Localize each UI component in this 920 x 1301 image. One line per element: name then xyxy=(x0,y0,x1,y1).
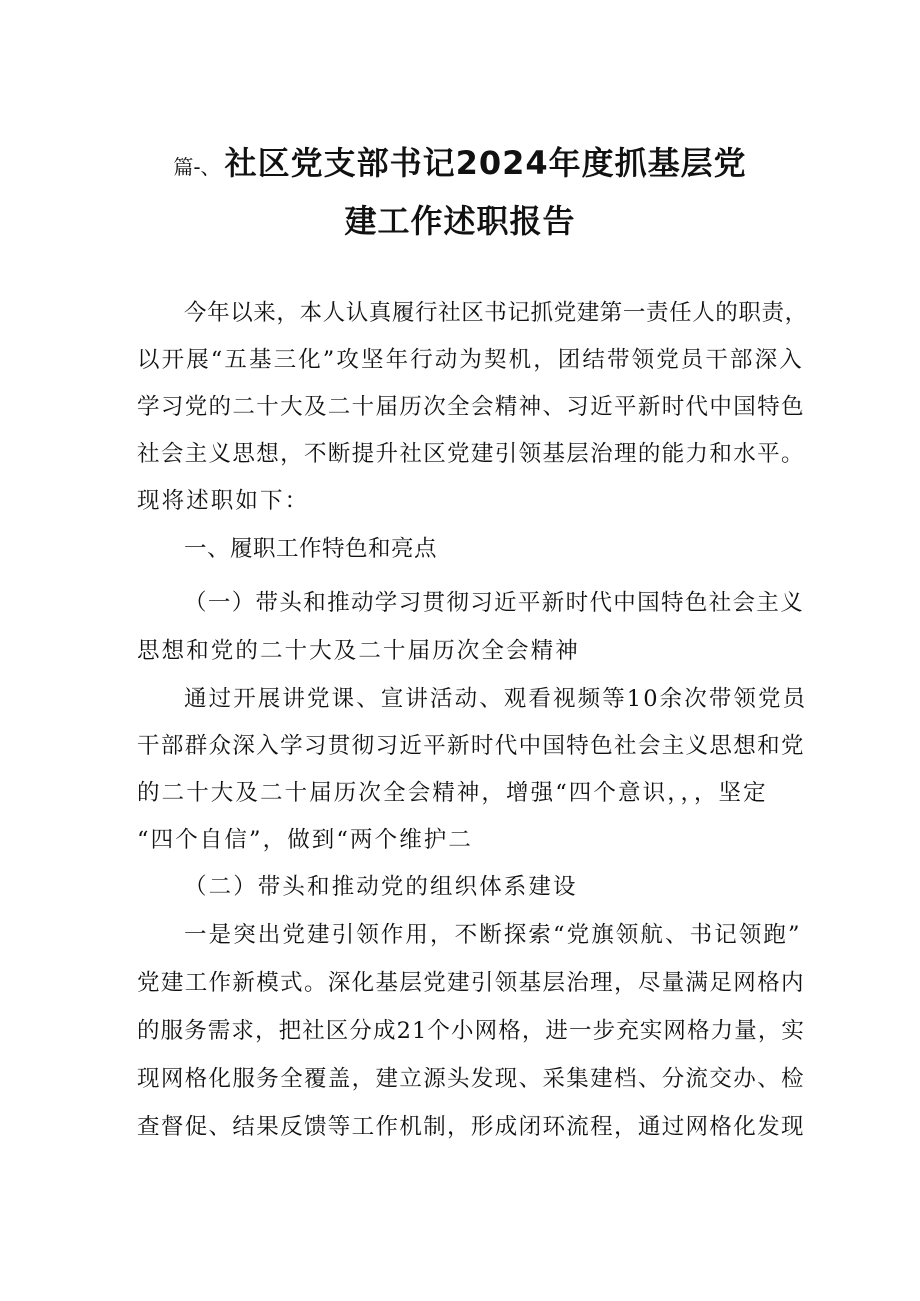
paragraph-line: 现网格化服务全覆盖，建立源头发现、采集建档、分流交办、检 xyxy=(137,1066,805,1092)
paragraph-line: 干部群众深入学习贯彻习近平新时代中国特色社会主义思想和党 xyxy=(137,733,805,759)
paragraph-line: 今年以来，本人认真履行社区书记抓党建第一责任人的职责， xyxy=(184,300,808,326)
paragraph-line: 通过开展讲党课、宣讲活动、观看视频等10余次带领党员 xyxy=(184,686,808,712)
subsection-heading-line: （二）带头和推动党的组织体系建设 xyxy=(184,874,578,900)
paragraph-line: 以开展“五基三化”攻坚年行动为契机，团结带领党员干部深入 xyxy=(137,347,804,373)
title-prefix: 篇-、 xyxy=(173,155,221,179)
paragraph-line: “四个自信”，做到“两个维护二 xyxy=(137,827,474,853)
subsection-heading-line: （一）带头和推动学习贯彻习近平新时代中国特色社会主义 xyxy=(184,590,805,616)
paragraph-line: 的二十大及二十届历次全会精神，增强“四个意识，，，坚定 xyxy=(137,780,768,806)
section-heading: 一、履职工作特色和亮点 xyxy=(184,536,438,562)
document-title-line-1 xyxy=(0,138,920,184)
paragraph-line: 查督促、结果反馈等工作机制，形成闭环流程，通过网格化发现 xyxy=(137,1114,805,1140)
subsection-heading-line: 思想和党的二十大及二十届历次全会精神 xyxy=(137,638,580,664)
paragraph-line: 现将述职如下： xyxy=(137,488,310,514)
paragraph-line: 社会主义思想，不断提升社区党建引领基层治理的能力和水平。 xyxy=(137,441,805,467)
title-text-1: 社区党支部书记2024年度抓基层党 xyxy=(224,144,747,182)
document-title-line-2: 建工作述职报告 xyxy=(344,202,576,240)
paragraph-line: 学习党的二十大及二十届历次全会精神、习近平新时代中国特色 xyxy=(137,394,805,420)
paragraph-line: 一是突出党建引领作用，不断探索“党旗领航、书记领跑” xyxy=(184,922,802,948)
paragraph-line: 党建工作新模式。深化基层党建引领基层治理，尽量满足网格内 xyxy=(137,970,805,996)
paragraph-line: 的服务需求，把社区分成21个小网格，进一步充实网格力量，实 xyxy=(137,1018,806,1044)
